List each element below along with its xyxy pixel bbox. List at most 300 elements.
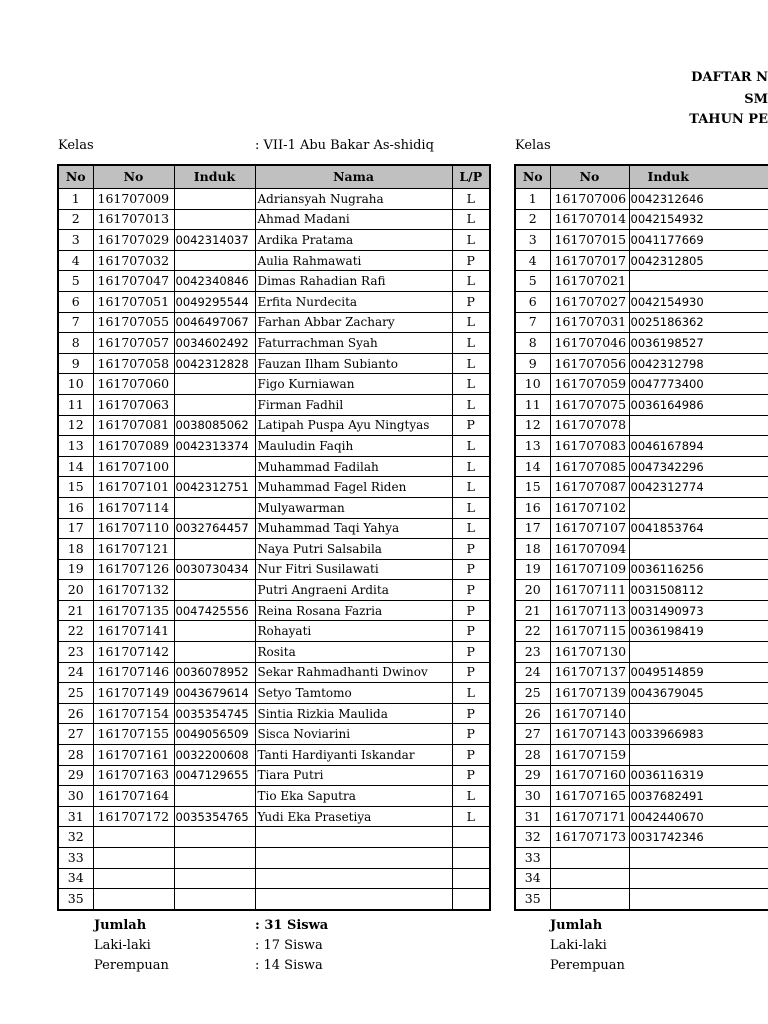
student-induk (174, 539, 255, 560)
student-nis: 161707126 (93, 559, 174, 580)
row-number: 2 (515, 209, 550, 230)
table-header-row (515, 165, 768, 189)
row-number: 4 (58, 250, 93, 271)
table-row (58, 415, 490, 436)
table-row (515, 436, 768, 457)
student-name: Sintia Rizkia Maulida (255, 703, 452, 724)
student-nis: 161707083 (550, 436, 629, 457)
student-nis: 161707139 (550, 683, 629, 704)
student-induk: 0030730434 (174, 559, 255, 580)
student-nis: 161707171 (550, 806, 629, 827)
student-name: Tio Eka Saputra (255, 786, 452, 807)
col-nis: No (550, 165, 629, 189)
table-row (58, 765, 490, 786)
student-nis: 161707172 (93, 806, 174, 827)
row-number: 6 (515, 291, 550, 312)
table-row (515, 539, 768, 560)
student-induk: 0035354765 (174, 806, 255, 827)
student-nis: 161707027 (550, 291, 629, 312)
student-nis: 161707163 (93, 765, 174, 786)
student-nis: 161707155 (93, 724, 174, 745)
row-number: 32 (58, 827, 93, 848)
row-number: 10 (58, 374, 93, 395)
student-name: Muhammad Fadilah (255, 456, 452, 477)
student-gender: L (452, 806, 490, 827)
table-row (58, 868, 490, 889)
table-row (58, 291, 490, 312)
student-nis: 161707056 (550, 353, 629, 374)
table-row (515, 230, 768, 251)
table-row (58, 333, 490, 354)
student-induk: 0032764457 (174, 518, 255, 539)
student-nis: 161707160 (550, 765, 629, 786)
row-number: 14 (515, 456, 550, 477)
student-induk: 0041177669 (629, 230, 768, 251)
row-number: 20 (58, 580, 93, 601)
table-row (515, 703, 768, 724)
student-nis (550, 868, 629, 889)
table-row (515, 889, 768, 910)
student-induk: 0031490973 (629, 600, 768, 621)
student-nis: 161707060 (93, 374, 174, 395)
table-row (515, 621, 768, 642)
student-nis: 161707115 (550, 621, 629, 642)
student-name: Mulyawarman (255, 497, 452, 518)
row-number: 30 (58, 786, 93, 807)
row-number: 30 (515, 786, 550, 807)
student-induk (629, 868, 768, 889)
student-name: Muhammad Fagel Riden (255, 477, 452, 498)
student-induk: 0042312646 (629, 189, 768, 210)
table-row (515, 662, 768, 683)
table-row (58, 497, 490, 518)
row-number: 16 (58, 497, 93, 518)
table-row (58, 745, 490, 766)
student-name: Dimas Rahadian Rafi (255, 271, 452, 292)
student-name: Faturrachman Syah (255, 333, 452, 354)
student-induk: 0047773400 (629, 374, 768, 395)
student-induk (629, 745, 768, 766)
student-nis: 161707085 (550, 456, 629, 477)
row-number: 16 (515, 497, 550, 518)
summary-label: Jumlah (550, 918, 603, 933)
student-name: Yudi Eka Prasetiya (255, 806, 452, 827)
table-row (515, 580, 768, 601)
row-number: 31 (515, 806, 550, 827)
row-number: 19 (58, 559, 93, 580)
student-induk: 0046497067 (174, 312, 255, 333)
row-number: 5 (515, 271, 550, 292)
student-name: Figo Kurniawan (255, 374, 452, 395)
table-row (58, 271, 490, 292)
table-row (58, 209, 490, 230)
student-induk: 0047342296 (629, 456, 768, 477)
student-nis: 161707094 (550, 539, 629, 560)
student-gender: P (452, 642, 490, 663)
row-number: 25 (515, 683, 550, 704)
summary-label: Jumlah (94, 918, 147, 933)
row-number: 23 (515, 642, 550, 663)
student-nis: 161707029 (93, 230, 174, 251)
student-nis (93, 868, 174, 889)
student-nis: 161707078 (550, 415, 629, 436)
row-number: 9 (58, 353, 93, 374)
table-row (515, 848, 768, 869)
table-row (515, 827, 768, 848)
row-number: 34 (515, 868, 550, 889)
student-nis: 161707101 (93, 477, 174, 498)
student-induk: 0041853764 (629, 518, 768, 539)
student-gender: P (452, 621, 490, 642)
table-row (58, 580, 490, 601)
student-nis: 161707121 (93, 539, 174, 560)
table-row (515, 271, 768, 292)
row-number: 3 (58, 230, 93, 251)
student-induk (174, 250, 255, 271)
table-row (58, 600, 490, 621)
row-number: 3 (515, 230, 550, 251)
student-gender: L (452, 394, 490, 415)
student-gender: P (452, 662, 490, 683)
student-induk: 0047425556 (174, 600, 255, 621)
table-row (58, 642, 490, 663)
student-nis: 161707109 (550, 559, 629, 580)
student-name (255, 889, 452, 910)
table-row (58, 889, 490, 910)
table-row (58, 312, 490, 333)
table-row (515, 868, 768, 889)
student-name: Sisca Noviarini (255, 724, 452, 745)
student-nis: 161707017 (550, 250, 629, 271)
col-no: No (515, 165, 550, 189)
summary-label: Perempuan (550, 958, 625, 973)
student-name: Aulia Rahmawati (255, 250, 452, 271)
student-gender: P (452, 765, 490, 786)
table-row (58, 477, 490, 498)
student-induk: 0049295544 (174, 291, 255, 312)
row-number: 27 (515, 724, 550, 745)
student-gender: P (452, 559, 490, 580)
student-induk: 0032200608 (174, 745, 255, 766)
col-nama: Nama (255, 165, 452, 189)
student-nis: 161707154 (93, 703, 174, 724)
student-name: Fauzan Ilham Subianto (255, 353, 452, 374)
table-row (515, 312, 768, 333)
student-gender: L (452, 374, 490, 395)
student-nis: 161707110 (93, 518, 174, 539)
student-nis: 161707014 (550, 209, 629, 230)
student-gender (452, 868, 490, 889)
student-name: Erfita Nurdecita (255, 291, 452, 312)
table-row (515, 291, 768, 312)
student-gender: L (452, 333, 490, 354)
student-induk: 0049056509 (174, 724, 255, 745)
student-induk (629, 497, 768, 518)
row-number: 21 (515, 600, 550, 621)
table-row (58, 621, 490, 642)
student-name: Rosita (255, 642, 452, 663)
table-row (515, 394, 768, 415)
table-row (58, 250, 490, 271)
table-row (58, 456, 490, 477)
student-nis (93, 889, 174, 910)
row-number: 15 (58, 477, 93, 498)
table-row (58, 539, 490, 560)
student-gender: L (452, 456, 490, 477)
row-number: 17 (515, 518, 550, 539)
student-nis: 161707140 (550, 703, 629, 724)
student-nis (550, 848, 629, 869)
row-number: 21 (58, 600, 93, 621)
student-nis: 161707063 (93, 394, 174, 415)
student-induk (174, 786, 255, 807)
student-name: Rohayati (255, 621, 452, 642)
student-induk (174, 868, 255, 889)
student-induk: 0042312828 (174, 353, 255, 374)
school-name: SM (744, 92, 768, 107)
student-name: Sekar Rahmadhanti Dwinov (255, 662, 452, 683)
student-gender: L (452, 497, 490, 518)
student-induk: 0036164986 (629, 394, 768, 415)
student-induk (629, 415, 768, 436)
col-nis: No (93, 165, 174, 189)
student-induk: 0034602492 (174, 333, 255, 354)
row-number: 13 (515, 436, 550, 457)
summary-value: : 31 Siswa (255, 918, 329, 933)
student-nis (93, 848, 174, 869)
row-number: 29 (58, 765, 93, 786)
row-number: 20 (515, 580, 550, 601)
student-gender: P (452, 703, 490, 724)
row-number: 11 (58, 394, 93, 415)
student-induk: 0035354745 (174, 703, 255, 724)
row-number: 13 (58, 436, 93, 457)
student-induk: 0025186362 (629, 312, 768, 333)
class1-label: Kelas (58, 138, 94, 153)
student-gender: L (452, 353, 490, 374)
student-induk: 0042340846 (174, 271, 255, 292)
student-name: Muhammad Taqi Yahya (255, 518, 452, 539)
row-number: 6 (58, 291, 93, 312)
table-row (515, 642, 768, 663)
student-gender: L (452, 189, 490, 210)
student-name (255, 827, 452, 848)
student-induk (629, 271, 768, 292)
student-nis: 161707143 (550, 724, 629, 745)
student-name: Nur Fitri Susilawati (255, 559, 452, 580)
student-nis: 161707058 (93, 353, 174, 374)
row-number: 35 (58, 889, 93, 910)
student-induk (629, 642, 768, 663)
table-row (515, 724, 768, 745)
row-number: 26 (515, 703, 550, 724)
student-nis: 161707055 (93, 312, 174, 333)
student-induk: 0042314037 (174, 230, 255, 251)
document-title: DAFTAR N (691, 70, 768, 85)
student-nis: 161707100 (93, 456, 174, 477)
student-induk: 0042312774 (629, 477, 768, 498)
student-induk (174, 209, 255, 230)
student-nis: 161707132 (93, 580, 174, 601)
student-induk: 0042440670 (629, 806, 768, 827)
student-nis: 161707075 (550, 394, 629, 415)
student-gender: P (452, 580, 490, 601)
row-number: 28 (515, 745, 550, 766)
student-gender: L (452, 518, 490, 539)
student-induk: 0042154930 (629, 291, 768, 312)
row-number: 2 (58, 209, 93, 230)
student-gender: L (452, 312, 490, 333)
student-induk: 0036116256 (629, 559, 768, 580)
row-number: 1 (58, 189, 93, 210)
student-nis: 161707006 (550, 189, 629, 210)
row-number: 1 (515, 189, 550, 210)
table-row (515, 477, 768, 498)
table-row (58, 827, 490, 848)
row-number: 5 (58, 271, 93, 292)
row-number: 7 (515, 312, 550, 333)
student-induk (174, 374, 255, 395)
student-induk: 0042312805 (629, 250, 768, 271)
row-number: 9 (515, 353, 550, 374)
student-induk: 0036116319 (629, 765, 768, 786)
table-row (515, 786, 768, 807)
table-row (515, 456, 768, 477)
table-row (515, 333, 768, 354)
student-gender: P (452, 291, 490, 312)
student-gender: P (452, 539, 490, 560)
row-number: 18 (58, 539, 93, 560)
row-number: 26 (58, 703, 93, 724)
student-induk (174, 621, 255, 642)
academic-year: TAHUN PE (689, 112, 768, 127)
student-nis: 161707089 (93, 436, 174, 457)
student-gender: P (452, 250, 490, 271)
student-nis (550, 889, 629, 910)
student-induk: 0042313374 (174, 436, 255, 457)
row-number: 24 (515, 662, 550, 683)
student-name: Adriansyah Nugraha (255, 189, 452, 210)
row-number: 33 (515, 848, 550, 869)
student-induk: 0042312798 (629, 353, 768, 374)
student-nis: 161707114 (93, 497, 174, 518)
student-induk: 0042154932 (629, 209, 768, 230)
table-row (515, 415, 768, 436)
summary-value: : 17 Siswa (255, 938, 323, 953)
student-gender: L (452, 477, 490, 498)
student-induk (174, 827, 255, 848)
row-number: 17 (58, 518, 93, 539)
table-header-row (58, 165, 490, 189)
student-name: Tanti Hardiyanti Iskandar (255, 745, 452, 766)
student-induk (629, 539, 768, 560)
student-gender (452, 827, 490, 848)
student-induk: 0047129655 (174, 765, 255, 786)
student-name: Tiara Putri (255, 765, 452, 786)
row-number: 25 (58, 683, 93, 704)
student-induk (174, 642, 255, 663)
student-nis: 161707107 (550, 518, 629, 539)
row-number: 23 (58, 642, 93, 663)
table-row (58, 436, 490, 457)
row-number: 7 (58, 312, 93, 333)
summary-label: Perempuan (94, 958, 169, 973)
student-name: Ahmad Madani (255, 209, 452, 230)
table-row (58, 806, 490, 827)
student-nis: 161707137 (550, 662, 629, 683)
row-number: 15 (515, 477, 550, 498)
student-induk (174, 394, 255, 415)
student-induk: 0043679614 (174, 683, 255, 704)
student-nis: 161707031 (550, 312, 629, 333)
row-number: 35 (515, 889, 550, 910)
student-name: Mauludin Faqih (255, 436, 452, 457)
row-number: 11 (515, 394, 550, 415)
student-induk: 0049514859 (629, 662, 768, 683)
student-nis: 161707135 (93, 600, 174, 621)
table-row (515, 600, 768, 621)
student-nis: 161707149 (93, 683, 174, 704)
student-nis: 161707159 (550, 745, 629, 766)
student-induk (174, 497, 255, 518)
student-nis: 161707146 (93, 662, 174, 683)
student-name: Naya Putri Salsabila (255, 539, 452, 560)
student-induk (174, 889, 255, 910)
table-row (58, 518, 490, 539)
student-name: Reina Rosana Fazria (255, 600, 452, 621)
summary-label: Laki-laki (550, 938, 607, 953)
table-row (58, 230, 490, 251)
student-induk: 0033966983 (629, 724, 768, 745)
student-gender: L (452, 683, 490, 704)
row-number: 22 (515, 621, 550, 642)
table-row (515, 765, 768, 786)
student-name (255, 868, 452, 889)
student-induk (629, 889, 768, 910)
student-nis: 161707021 (550, 271, 629, 292)
student-name: Firman Fadhil (255, 394, 452, 415)
table-row (58, 189, 490, 210)
table-row (515, 518, 768, 539)
student-name: Ardika Pratama (255, 230, 452, 251)
table-row (515, 497, 768, 518)
student-induk: 0046167894 (629, 436, 768, 457)
class2-label: Kelas (515, 138, 551, 153)
student-nis: 161707113 (550, 600, 629, 621)
student-name: Latipah Puspa Ayu Ningtyas (255, 415, 452, 436)
student-induk (174, 580, 255, 601)
table-row (58, 662, 490, 683)
student-gender (452, 889, 490, 910)
row-number: 27 (58, 724, 93, 745)
student-nis: 161707081 (93, 415, 174, 436)
table-row (58, 683, 490, 704)
table-row (515, 806, 768, 827)
table-row (515, 353, 768, 374)
student-name (255, 848, 452, 869)
student-nis: 161707111 (550, 580, 629, 601)
student-name: Farhan Abbar Zachary (255, 312, 452, 333)
table-row (515, 683, 768, 704)
student-nis: 161707173 (550, 827, 629, 848)
col-lp: L/P (452, 165, 490, 189)
col-induk: Induk (174, 165, 255, 189)
row-number: 10 (515, 374, 550, 395)
student-gender: L (452, 271, 490, 292)
student-gender: L (452, 230, 490, 251)
student-induk: 0031742346 (629, 827, 768, 848)
student-induk: 0038085062 (174, 415, 255, 436)
